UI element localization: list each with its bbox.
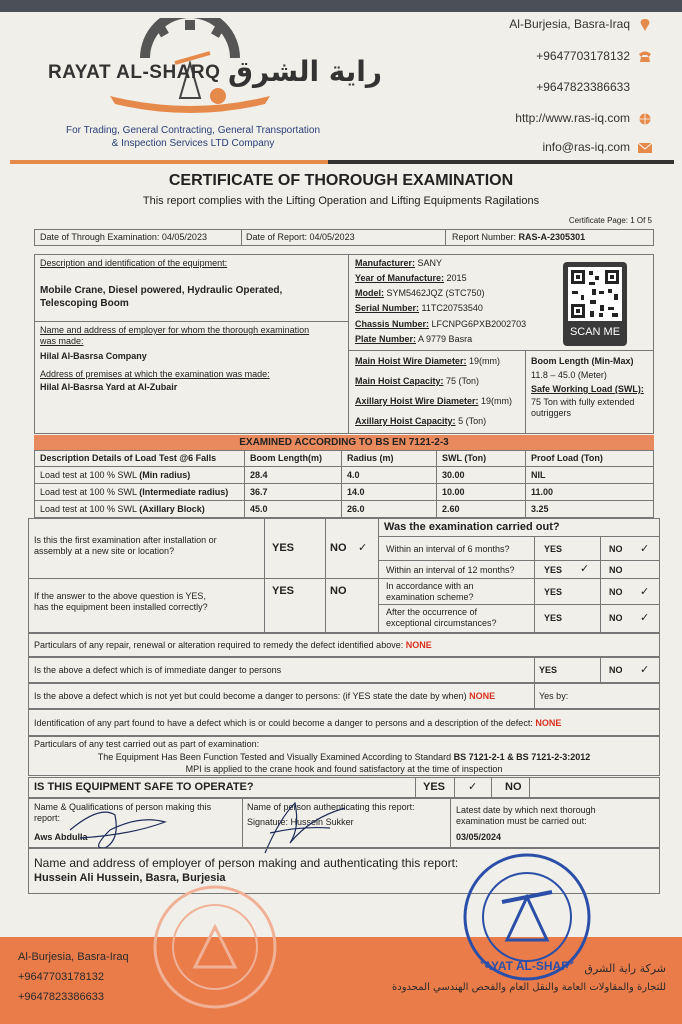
main-wire: Main Hoist Wire Diameter: 19(mm) (355, 356, 500, 366)
boom-label: Boom Length (Min-Max) (531, 356, 634, 366)
col-header-swl: SWL (Ton) (442, 453, 487, 463)
main-capacity: Main Hoist Capacity: 75 (Ton) (355, 376, 480, 386)
employer-name: Hilal Al-Basrsa Company (40, 351, 147, 361)
tests-line-1: The Equipment Has Been Function Tested and Visually Examined According to Standard BS 7121-2-1 & BS 7121-2-3:2012 (97, 752, 591, 762)
header-rule-orange (10, 160, 328, 164)
company-stamp-faded (150, 882, 280, 1012)
footer-phone-2: +9647823386633 (18, 991, 104, 1003)
c6-no[interactable]: NO (609, 544, 623, 554)
after-no-check: ✓ (640, 612, 650, 624)
svg-text:RAYAT AL-SHARQ: RAYAT AL-SHARQ (474, 959, 580, 973)
company-stamp-blue (462, 852, 592, 982)
footer-arabic-1: شركة راية الشرق (584, 962, 666, 975)
email-icon (638, 142, 652, 154)
company-tagline: For Trading, General Contracting, General Transportation & Inspection Services LTD Company (65, 125, 321, 149)
c12-yes-check: ✓ (580, 563, 590, 575)
standard-banner-text: EXAMINED ACCORDING TO BS EN 7121-2-3 (239, 437, 449, 448)
scan-me-label: SCAN ME (569, 326, 621, 338)
scheme-no[interactable]: NO (609, 587, 623, 597)
q1-yes[interactable]: YES (272, 542, 295, 554)
location-icon (638, 19, 652, 31)
scheme-no-check: ✓ (640, 586, 650, 598)
future-text: Is the above a defect which is not yet but could become a danger to persons: (if YES state the date by when) NONE (34, 691, 496, 701)
chassis: Chassis Number: LFCNPG6PXB2002703 (355, 319, 527, 329)
yes-by: Yes by: (539, 691, 569, 701)
scheme-yes[interactable]: YES (544, 587, 563, 597)
swl-value: 75 Ton with fully extended outriggers (531, 397, 635, 418)
report-date: Date of Report: 04/05/2023 (246, 232, 355, 242)
repair-text: Particulars of any repair, renewal or alteration required to remedy the defect identified above: NONE (34, 640, 432, 650)
c12-yes[interactable]: YES (544, 565, 563, 575)
next-exam-date: 03/05/2024 (456, 832, 502, 842)
danger-yes[interactable]: YES (539, 665, 558, 675)
c6-yes[interactable]: YES (544, 544, 563, 554)
interval-12: Within an interval of 12 months? (386, 565, 515, 575)
plate: Plate Number: A 9779 Basra (355, 334, 473, 344)
equipment-desc-label: Description and identification of the equipment: (40, 258, 228, 268)
question-first-exam: Is this the first examination after installation or assembly at a new site or location? (34, 535, 217, 556)
certificate-page: Certificate Page: 1 Of 5 (568, 216, 652, 225)
exam-scheme: In accordance with an examination scheme? (386, 581, 474, 602)
question-installed: If the answer to the above question is YES, has the equipment been installed correctly? (34, 591, 208, 612)
employer-label: Name and address of employer for whom the thorough examination was made: (40, 325, 310, 346)
employer-auth-label: Name and address of employer of person making and authenticating this report: (34, 856, 459, 870)
qr-code-icon (568, 267, 622, 321)
manufacturer: Manufacturer: SANY (355, 258, 443, 268)
report-number: Report Number: RAS-A-2305301 (452, 232, 586, 242)
top-bar (0, 0, 682, 12)
swl-label: Safe Working Load (SWL): (531, 384, 644, 394)
brand-name-en: RAYAT AL-SHARQ (48, 62, 221, 83)
brand-name-ar: راية الشرق (228, 55, 383, 88)
boom-range: 11.8 – 45.0 (Meter) (531, 370, 607, 380)
interval-6: Within an interval of 6 months? (386, 544, 510, 554)
col-header-boom: Boom Length(m) (250, 453, 322, 463)
safe-question: IS THIS EQUIPMENT SAFE TO OPERATE? (34, 781, 254, 793)
auth-label: Name of person authenticating this report: (247, 802, 415, 812)
aux-capacity: Axillary Hoist Capacity: 5 (Ton) (355, 416, 487, 426)
exam-date: Date of Through Examination: 04/05/2023 (40, 232, 207, 242)
c12-no[interactable]: NO (609, 565, 623, 575)
safe-no[interactable]: NO (505, 781, 522, 793)
employer-auth-name: Hussein Ali Hussein, Basra, Burjesia (34, 872, 226, 884)
phone-icon (638, 51, 652, 63)
contact-email[interactable]: info@ras-iq.com (542, 140, 652, 154)
tests-line-2: MPI is applied to the crane hook and found satisfactory at the time of inspection (185, 764, 503, 774)
contact-website[interactable]: http://www.ras-iq.com (515, 111, 652, 125)
signature-scribble-1 (60, 800, 170, 855)
carried-out-heading: Was the examination carried out? (384, 521, 560, 533)
person-name: Aws Abdulla (34, 832, 88, 842)
q1-no-check: ✓ (358, 542, 368, 554)
contact-phone-2: +9647823386633 (536, 80, 630, 94)
footer-address: Al-Burjesia, Basra-Iraq (18, 951, 129, 963)
premises-label: Address of premises at which the examination was made: (40, 369, 270, 379)
model: Model: SYM5462JQZ (STC750) (355, 288, 485, 298)
header-rule-dark (328, 160, 674, 164)
safe-yes[interactable]: YES (423, 781, 446, 793)
safe-yes-check: ✓ (468, 781, 478, 793)
premises: Hilal Al-Basrsa Yard at Al-Zubair (40, 382, 178, 392)
danger-no[interactable]: NO (609, 665, 623, 675)
tests-label: Particulars of any test carried out as part of examination: (34, 739, 260, 749)
person-label: Name & Qualifications of person making this report: (34, 802, 212, 823)
danger-text: Is the above a defect which is of immediate danger to persons (34, 665, 282, 675)
aux-wire: Axillary Hoist Wire Diameter: 19(mm) (355, 396, 512, 406)
q2-yes[interactable]: YES (272, 585, 295, 597)
auth-signature: Signature: Hussein Sukker (247, 817, 354, 827)
serial: Serial Number: 11TC20753540 (355, 303, 483, 313)
q2-no[interactable]: NO (330, 585, 347, 597)
globe-icon (638, 113, 652, 125)
col-header-desc: Description Details of Load Test @6 Falls (40, 453, 217, 463)
after-no[interactable]: NO (609, 613, 623, 623)
identify-text: Identification of any part found to have a defect which is or could become a danger to persons and a description of the defect: NONE (34, 718, 562, 728)
qr-code-box[interactable] (563, 262, 627, 346)
after-yes[interactable]: YES (544, 613, 563, 623)
footer-phone-1: +9647703178132 (18, 971, 104, 983)
certificate-subtitle: This report complies with the Lifting Operation and Lifting Equipments Ragilations (142, 195, 540, 207)
next-exam-label: Latest date by which next thorough examination must be carried out: (456, 805, 596, 826)
exceptional: After the occurrence of exceptional circumstances? (386, 607, 497, 628)
contact-address: Al-Burjesia, Basra-Iraq (509, 17, 652, 31)
equipment-desc: Mobile Crane, Diesel powered, Hydraulic Operated, Telescoping Boom (40, 285, 283, 309)
contact-phone-1: +9647703178132 (536, 49, 652, 63)
danger-no-check: ✓ (640, 664, 650, 676)
certificate-title: CERTIFICATE OF THOROUGH EXAMINATION (168, 172, 514, 189)
c6-no-check: ✓ (640, 543, 650, 555)
col-header-radius: Radius (m) (347, 453, 394, 463)
year: Year of Manufacture: 2015 (355, 273, 467, 283)
col-header-proof: Proof Load (Ton) (531, 453, 603, 463)
q1-no[interactable]: NO (330, 542, 347, 554)
footer-arabic-2: للتجارة والمقاولات العامة والنقل العام والفحص الهندسي المحدودة (392, 982, 666, 993)
